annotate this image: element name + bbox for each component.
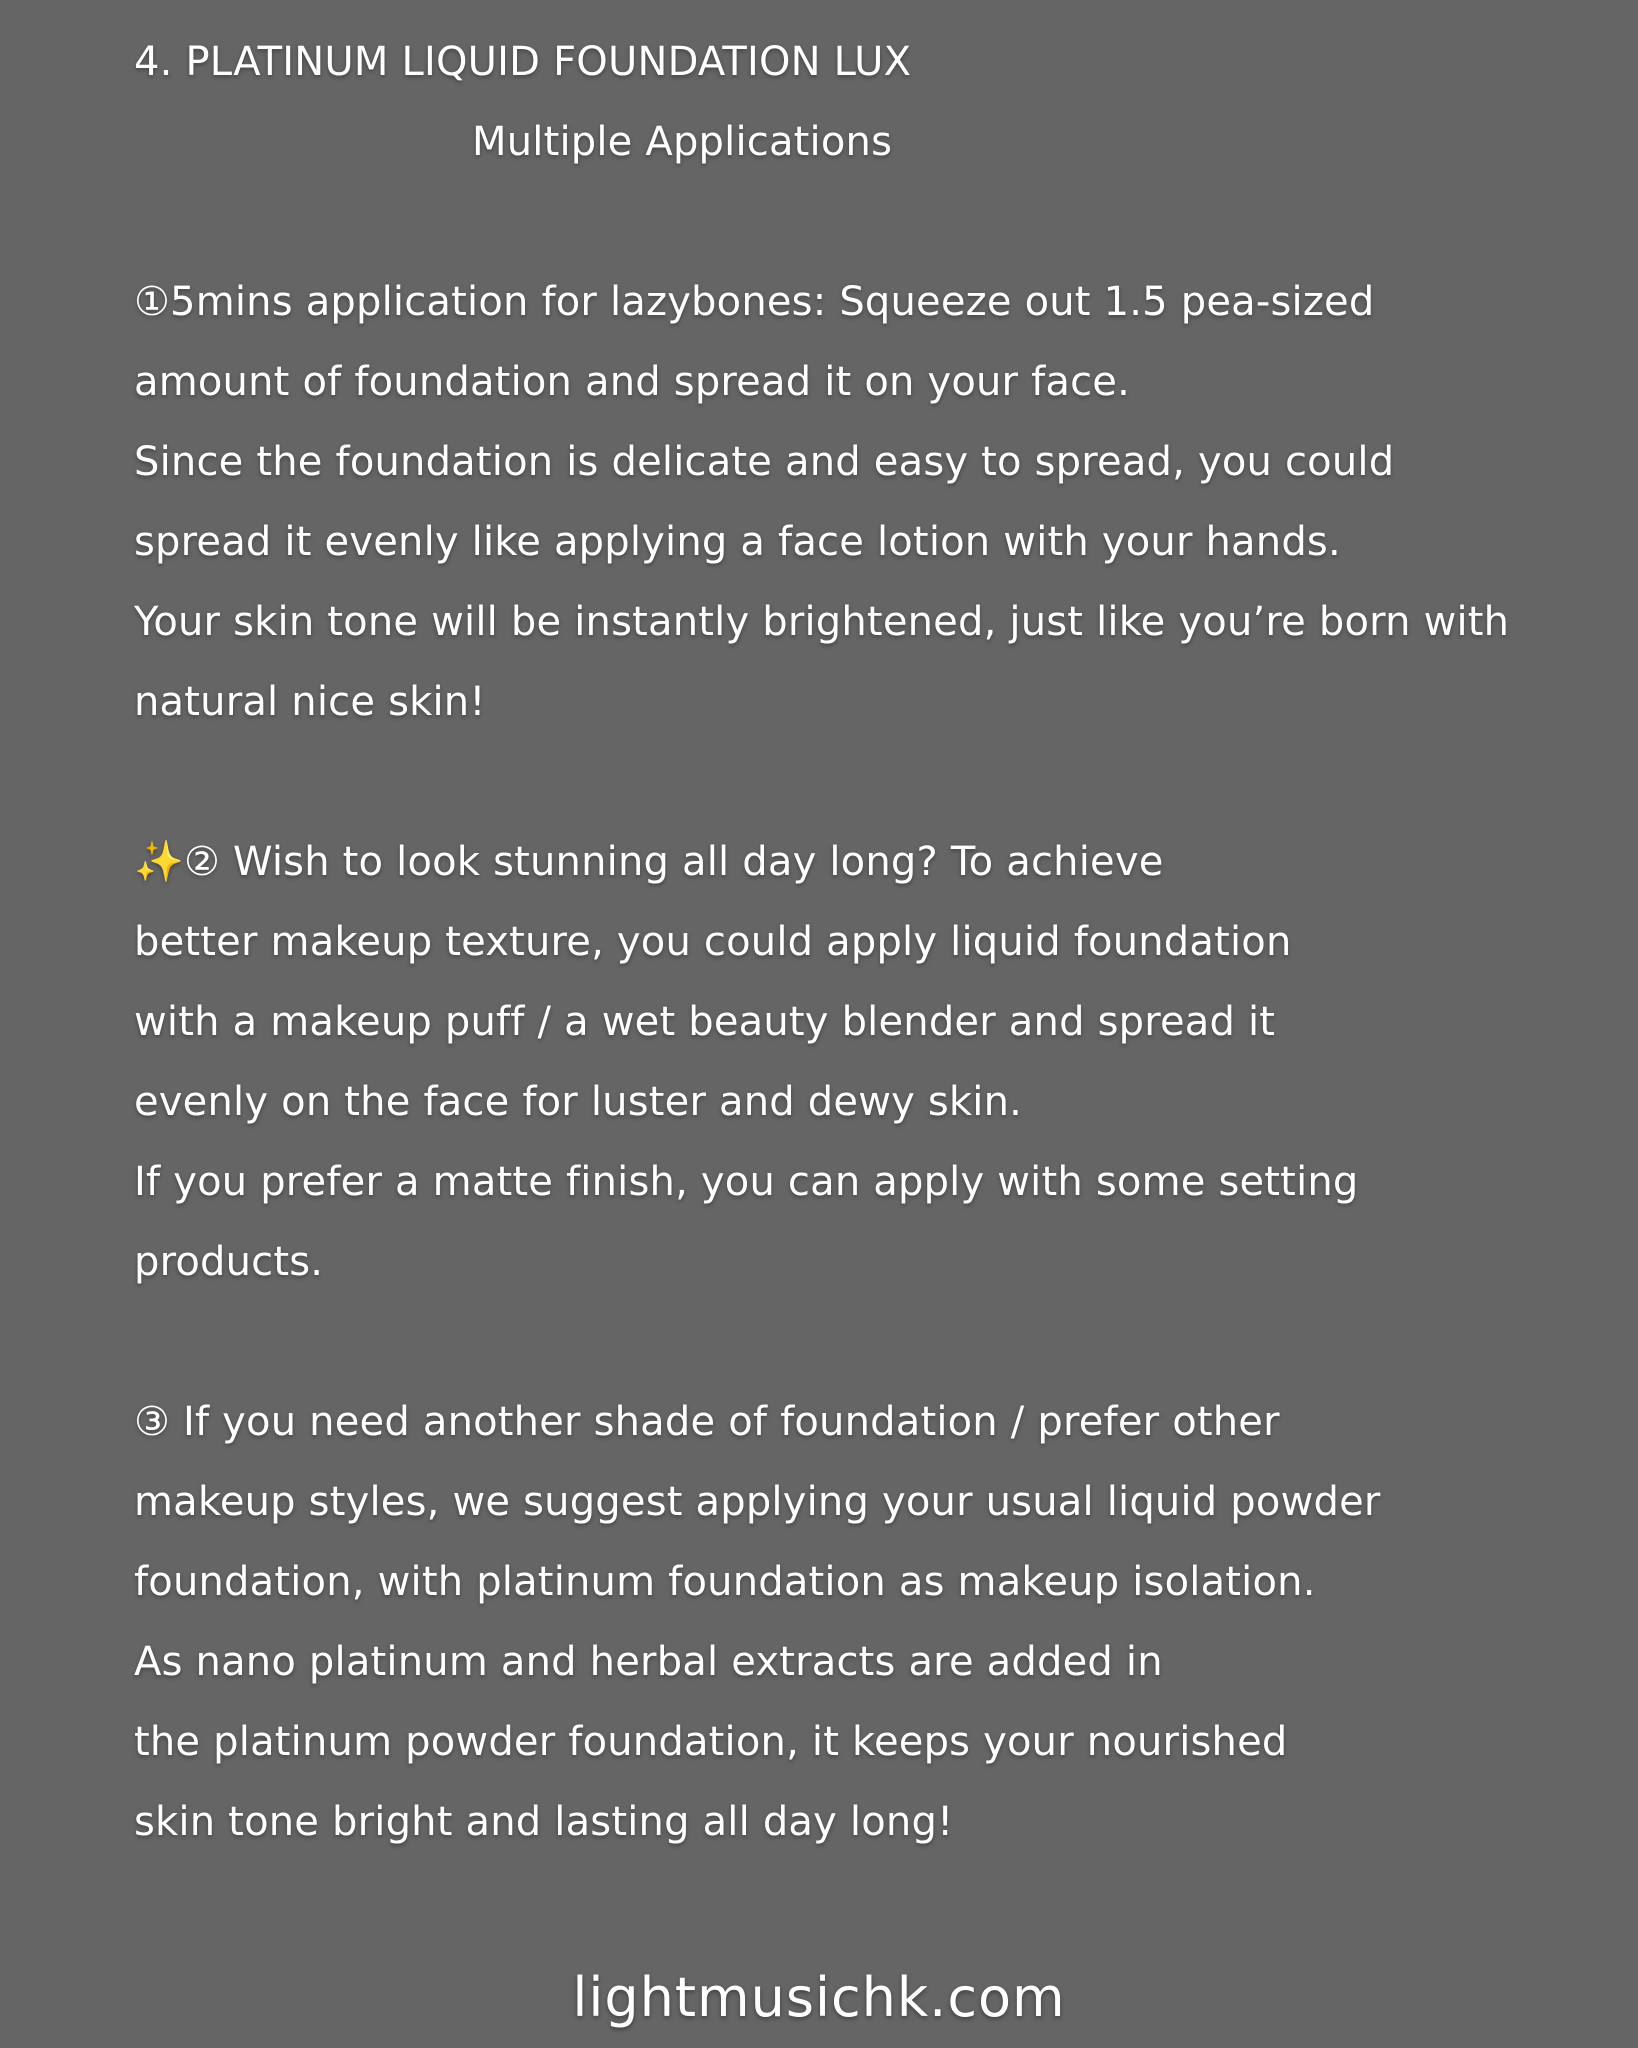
section2-line: with a makeup puff / a wet beauty blender and spread it (134, 999, 1276, 1045)
section3-line: skin tone bright and lasting all day long! (134, 1799, 954, 1845)
section1-line: natural nice skin! (134, 679, 486, 725)
section1-line: ①5mins application for lazybones: Squeeze out 1.5 pea-sized (134, 279, 1375, 325)
section2-line: If you prefer a matte finish, you can apply with some setting (134, 1159, 1359, 1205)
section1-line: Your skin tone will be instantly brightened, just like you’re born with (134, 599, 1510, 645)
section3-line: foundation, with platinum foundation as makeup isolation. (134, 1559, 1316, 1605)
section3-line: As nano platinum and herbal extracts are added in (134, 1639, 1163, 1685)
document-subtitle: Multiple Applications (472, 119, 893, 165)
section2-line: evenly on the face for luster and dewy skin. (134, 1079, 1023, 1125)
section3-line: makeup styles, we suggest applying your usual liquid powder (134, 1479, 1381, 1525)
section2-line: ✨② Wish to look stunning all day long? To achieve (134, 839, 1164, 885)
document-title: 4. PLATINUM LIQUID FOUNDATION LUX (134, 39, 912, 85)
section1-line: amount of foundation and spread it on your face. (134, 359, 1131, 405)
section1-line: Since the foundation is delicate and easy to spread, you could (134, 439, 1395, 485)
section3-line: ③ If you need another shade of foundation / prefer other (134, 1399, 1280, 1445)
section2-line: products. (134, 1239, 324, 1285)
section1-line: spread it evenly like applying a face lotion with your hands. (134, 519, 1341, 565)
section3-line: the platinum powder foundation, it keeps your nourished (134, 1719, 1288, 1765)
section2-line: better makeup texture, you could apply liquid foundation (134, 919, 1292, 965)
site-watermark: lightmusichk.com (572, 1966, 1066, 2029)
